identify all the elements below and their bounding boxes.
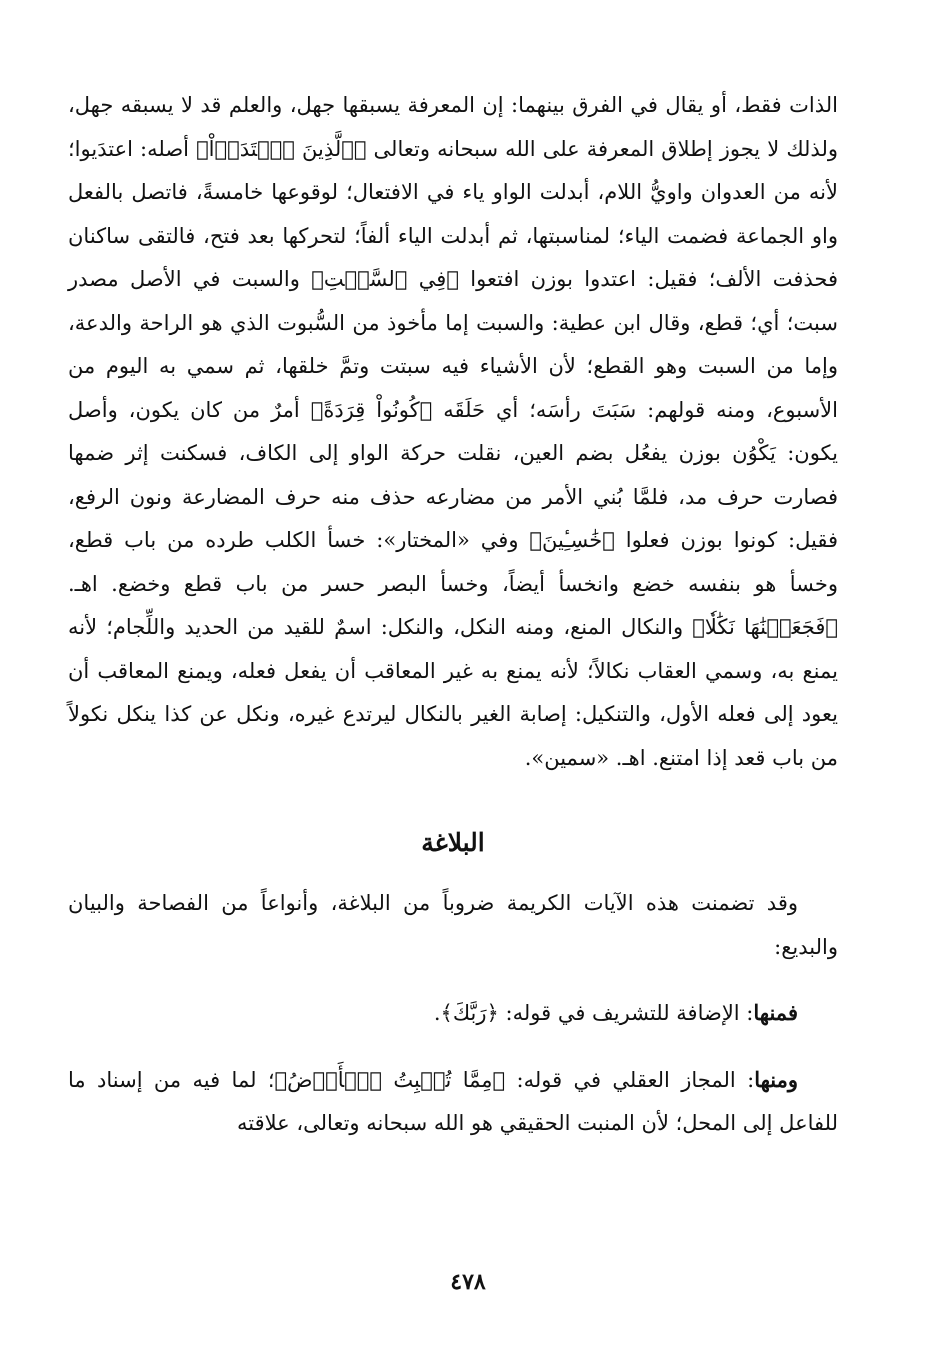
rhetoric-item-1 [68, 991, 838, 1036]
page-number: ٤٧٨ [450, 1269, 486, 1295]
rhetoric-item-2 [68, 1058, 838, 1146]
item-label: فمنها [753, 1000, 798, 1025]
item-text: : المجاز العقلي في قوله: ﴿مِمَّا تُنۢبِتُ ٱلۡأَرۡضُ﴾؛ لما فيه من إسناد ما للفاعل إلى المحل؛ لأن المنبت الحقيقي هو الله سبحانه وتعالى، علاقته [68, 1067, 838, 1135]
intro-paragraph: وقد تضمنت هذه الآيات الكريمة ضروباً من البلاغة، وأنواعاً من الفصاحة والبيان والبديع: [68, 891, 838, 959]
section-heading: البلاغة [421, 828, 485, 857]
item-label: ومنها [754, 1066, 798, 1092]
body-paragraph: الذات فقط، أو يقال في الفرق بينهما: إن المعرفة يسبقها جهل، والعلم قد لا يسبقه جهل، ولذلك لا يجوز إطلاق المعرفة على الله سبحانه وتعالى ﴿ٱلَّذِينَ ٱعۡتَدَوۡاْ﴾ أصله: اعتدَيوا؛ لأنه من العدوان واويُّ اللام، أبدلت الواو ياء في الافتعال؛ لوقوعها خامسةً، فاتصل بالفعل واو الجماعة فضمت الياء؛ لمناسبتها، ثم أبدلت الياء ألفاً؛ لتحركها بعد فتح، فالتقى ساكنان فحذفت الألف؛ فقيل: اعتدوا بوزن افتعوا ﴿فِي ٱلسَّبۡتِ﴾ والسبت في الأصل مصدر سبت؛ أي؛ قطع، وقال ابن عطية: والسبت إما مأخوذ من السُّبوت الذي هو الراحة والدعة، وإما من السبت وهو القطع؛ لأن الأشياء فيه سبتت وتمَّ خلقها، ثم سمي به اليوم من الأسبوع، ومنه قولهم: سَبَتَ رأسَه؛ أي حَلَقَه ﴿كُونُواْ قِرَدَةً﴾ أمرٌ من كان يكون، وأصل يكون: يَكْوُن بوزن يفعُل بضم العين، نقلت حركة الواو إلى الكاف، فسكنت إثر ضمها فصارت حرف مد، فلمَّا بُني الأمر من مضارعه حذف منه حرف المضارعة ونون الرفع، فقيل: كونوا بوزن فعلوا ﴿خَٰسِـِٔينَ﴾ وفي «المختار»: خسأ الكلب طرده من باب قطع، وخسأ هو بنفسه خضع وانخسأ أيضاً، وخسأ البصر حسر من باب قطع وخضع. اهـ. ﴿فَجَعَلۡنَٰهَا نَكَٰلٗا﴾ والنكال المنع، ومنه النكل، والنكل: اسمٌ للقيد من الحديد واللِّجام؛ لأنه يمنع به، وسمي العقاب نكالاً؛ لأنه يمنع به غير المعاقب أن يفعل فعله، ويمنع المعاقب أن يعود إلى فعله الأول، والتنكيل: إصابة الغير بالنكال ليرتدع غيره، ونكل عن كذا ينكل نكولاً من باب قعد إذا امتنع. اهـ. «سمين». [68, 93, 838, 770]
item-text: : الإضافة للتشريف في قوله: ﴿رَبَّكَ﴾. [433, 1001, 754, 1025]
page-content [68, 84, 838, 1146]
